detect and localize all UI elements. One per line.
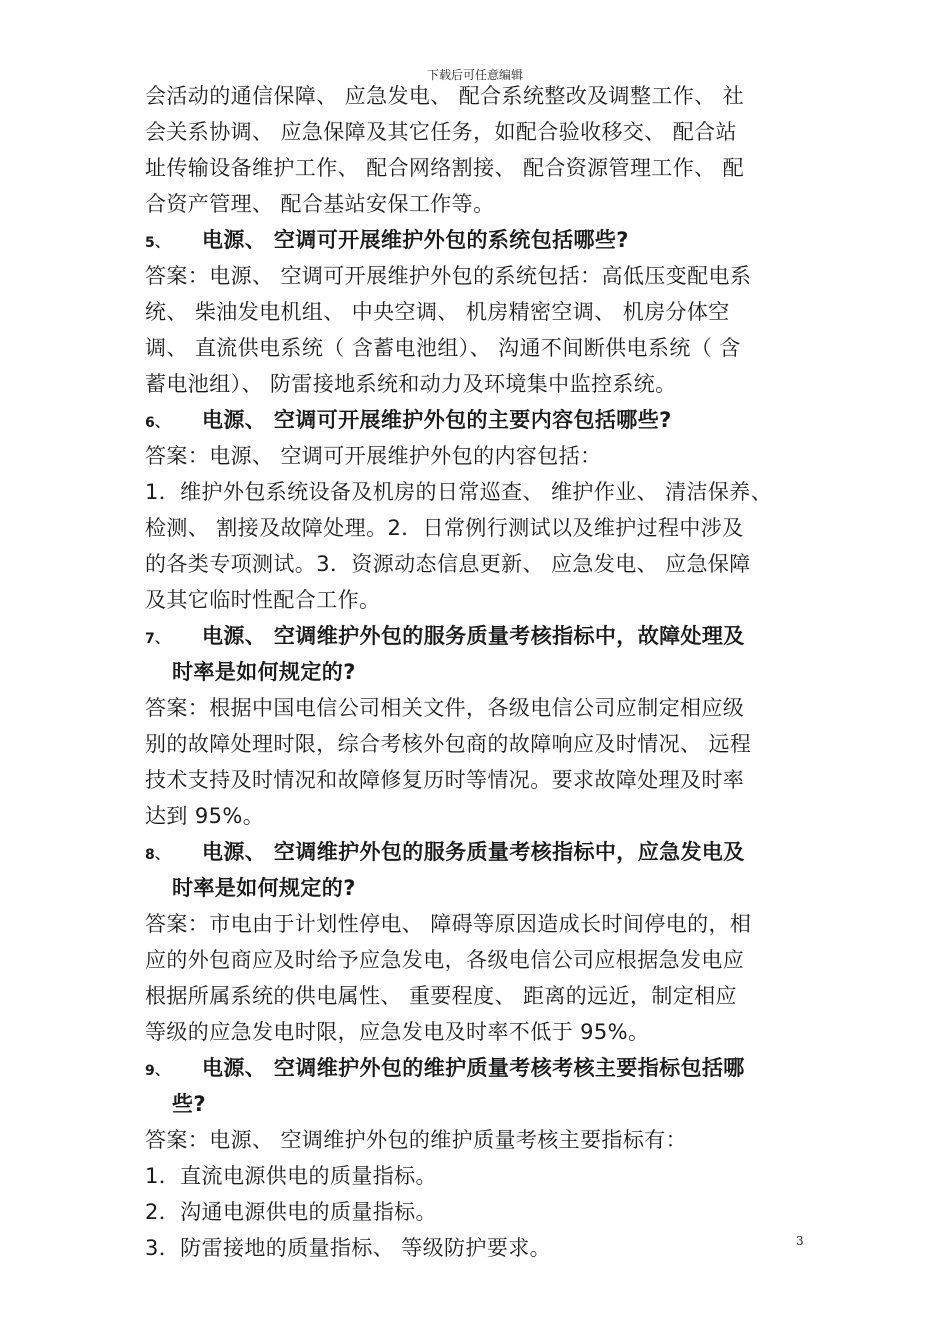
text-line: 调、 直流供电系统（ 含蓄电池组）、 沟通不间断供电系统（ 含 — [145, 336, 741, 360]
text-line: 答案：市电由于计划性停电、 障碍等原因造成长时间停电的，相 — [145, 912, 752, 936]
text-line: 应的外包商应及时给予应急发电，各级电信公司应根据急发电应 — [145, 948, 745, 972]
question-number: 7、 — [145, 631, 170, 647]
text-line: 会关系协调、 应急保障及其它任务，如配合验收移交、 配合站 — [145, 120, 737, 144]
question-text: 电源、 空调维护外包的服务质量考核指标中，故障处理及 — [202, 624, 745, 648]
page-header: 下载后可任意编辑 — [426, 68, 523, 82]
text-line: 合资产管理、 配合基站安保工作等。 — [145, 192, 495, 216]
text-line: 技术支持及时情况和故障修复历时等情况。要求故障处理及时率 — [145, 768, 745, 792]
text-line: 统、 柴油发电机组、 中央空调、 机房精密空调、 机房分体空 — [145, 300, 730, 324]
page-number: 3 — [796, 1234, 804, 1248]
question-text: 电源、 空调可开展维护外包的主要内容包括哪些? — [202, 408, 672, 432]
text-line: 答案：电源、 空调可开展维护外包的内容包括： — [145, 444, 602, 468]
question-line-continued: 些? — [172, 1092, 206, 1116]
document-body — [145, 78, 815, 1266]
text-line: 答案：根据中国电信公司相关文件，各级电信公司应制定相应级 — [145, 696, 745, 720]
question-line — [145, 402, 815, 438]
text-line: 的各类专项测试。3．资源动态信息更新、 应急发电、 应急保障 — [145, 552, 751, 576]
question-line-continued: 时率是如何规定的? — [172, 660, 356, 684]
text-line: 答案：电源、 空调可开展维护外包的系统包括：高低压变配电系 — [145, 264, 752, 288]
text-line: 根据所属系统的供电属性、 重要程度、 距离的远近，制定相应 — [145, 984, 737, 1008]
text-line: 答案：电源、 空调维护外包的维护质量考核主要指标有： — [145, 1128, 688, 1152]
text-line: 1．直流电源供电的质量指标。 — [145, 1164, 437, 1188]
question-line — [145, 1050, 815, 1086]
text-line: 及其它临时性配合工作。 — [145, 588, 381, 612]
question-number: 9、 — [145, 1063, 170, 1079]
question-line-continued: 时率是如何规定的? — [172, 876, 356, 900]
text-line: 会活动的通信保障、 应急发电、 配合系统整改及调整工作、 社 — [145, 84, 745, 108]
text-line: 1．维护外包系统设备及机房的日常巡查、 维护作业、 清洁保养、 — [145, 480, 773, 504]
text-line: 检测、 割接及故障处理。2．日常例行测试以及维护过程中涉及 — [145, 516, 744, 540]
question-text: 电源、 空调维护外包的服务质量考核指标中，应急发电及 — [202, 840, 745, 864]
text-line: 达到 95%。 — [145, 804, 265, 828]
text-line: 2．沟通电源供电的质量指标。 — [145, 1200, 437, 1224]
question-line — [145, 222, 815, 258]
text-line: 蓄电池组）、 防雷接地系统和动力及环境集中监控系统。 — [145, 372, 677, 396]
question-line — [145, 834, 815, 870]
question-text: 电源、 空调可开展维护外包的系统包括哪些? — [202, 228, 629, 252]
question-line — [145, 618, 815, 654]
question-number: 6、 — [145, 415, 170, 431]
text-line: 等级的应急发电时限，应急发电及时率不低于 95%。 — [145, 1020, 650, 1044]
question-number: 5、 — [145, 235, 170, 251]
question-number: 8、 — [145, 847, 170, 863]
question-text: 电源、 空调维护外包的维护质量考核考核主要指标包括哪 — [202, 1056, 745, 1080]
text-line: 3．防雷接地的质量指标、 等级防护要求。 — [145, 1236, 552, 1260]
text-line: 别的故障处理时限，综合考核外包商的故障响应及时情况、 远程 — [145, 732, 752, 756]
text-line: 址传输设备维护工作、 配合网络割接、 配合资源管理工作、 配 — [145, 156, 745, 180]
